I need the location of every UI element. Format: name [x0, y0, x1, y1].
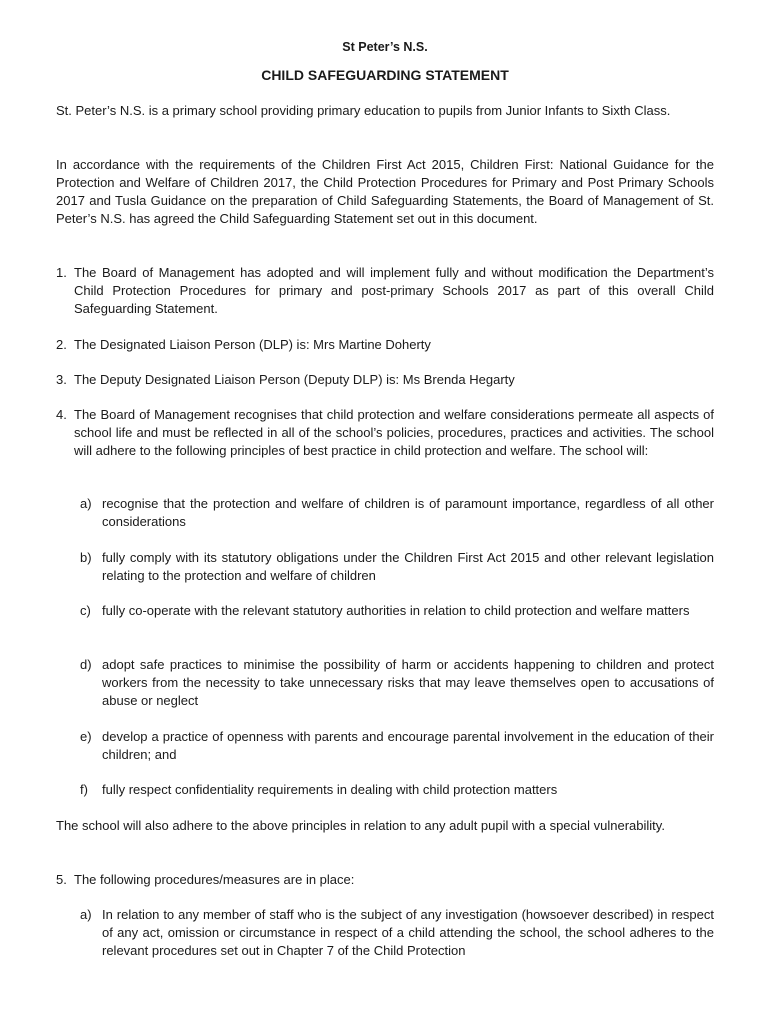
principle-f-letter: f) [80, 782, 88, 797]
item-2-text: The Designated Liaison Person (DLP) is: Mrs Martine Doherty [74, 337, 431, 352]
principle-e-letter: e) [80, 729, 92, 744]
intro-paragraph-2: In accordance with the requirements of the Children First Act 2015, Children First: National Guidance for the Protection and Welfare of Children 2017, the Child Protection Procedures for Primary and Post Primary Schools 2017 and Tusla Guidance on the preparation of Child Safeguarding Statements, the Board of Management of St. Peter’s N.S. has agreed the Child Safeguarding Statement set out in this document. [56, 157, 714, 226]
principle-c-letter: c) [80, 603, 91, 618]
item-2-number: 2. [56, 337, 67, 352]
principle-a-letter: a) [80, 496, 92, 511]
principle-b-letter: b) [80, 550, 92, 565]
item-3-number: 3. [56, 372, 67, 387]
principle-f-text: fully respect confidentiality requirements in dealing with child protection matters [102, 782, 558, 797]
adult-pupil-paragraph: The school will also adhere to the above principles in relation to any adult pupil with a special vulnerability. [56, 818, 665, 833]
principle-c-text: fully co-operate with the relevant statutory authorities in relation to child protection and welfare matters [102, 603, 690, 618]
principle-d-text: adopt safe practices to minimise the possibility of harm or accidents happening to children and protect workers from the necessity to take unnecessary risks that may leave themselves open to accusations of abuse or neglect [102, 657, 714, 708]
item-5-text: The following procedures/measures are in place: [74, 872, 355, 887]
measure-a-letter: a) [80, 907, 92, 922]
item-4-number: 4. [56, 407, 67, 422]
item-5-number: 5. [56, 872, 67, 887]
measure-a-text: In relation to any member of staff who is the subject of any investigation (howsoever described) in respect of any act, omission or circumstance in respect of a child attending the school, the school adheres to the relevant procedures set out in Chapter 7 of the Child Protection [102, 907, 714, 958]
school-name: St Peter’s N.S. [342, 40, 428, 54]
principle-b-text: fully comply with its statutory obligations under the Children First Act 2015 and other relevant legislation relating to the protection and welfare of children [102, 550, 714, 583]
document-title: CHILD SAFEGUARDING STATEMENT [261, 67, 509, 83]
item-3-text: The Deputy Designated Liaison Person (Deputy DLP) is: Ms Brenda Hegarty [74, 372, 515, 387]
principle-a-text: recognise that the protection and welfare of children is of paramount importance, regardless of all other considerations [102, 496, 714, 529]
principle-e-text: develop a practice of openness with parents and encourage parental involvement in the education of their children; and [102, 729, 714, 762]
intro-paragraph-1: St. Peter’s N.S. is a primary school providing primary education to pupils from Junior Infants to Sixth Class. [56, 103, 671, 118]
item-1-number: 1. [56, 265, 67, 280]
item-4-text: The Board of Management recognises that child protection and welfare considerations permeate all aspects of school life and must be reflected in all of the school’s policies, procedures, practices and activities. The school will adhere to the following principles of best practice in child protection and welfare. The school will: [74, 407, 714, 458]
principle-d-letter: d) [80, 657, 92, 672]
item-1-text: The Board of Management has adopted and will implement fully and without modification the Department’s Child Protection Procedures for primary and post-primary Schools 2017 as part of this overall Child Safeguarding Statement. [74, 265, 714, 316]
